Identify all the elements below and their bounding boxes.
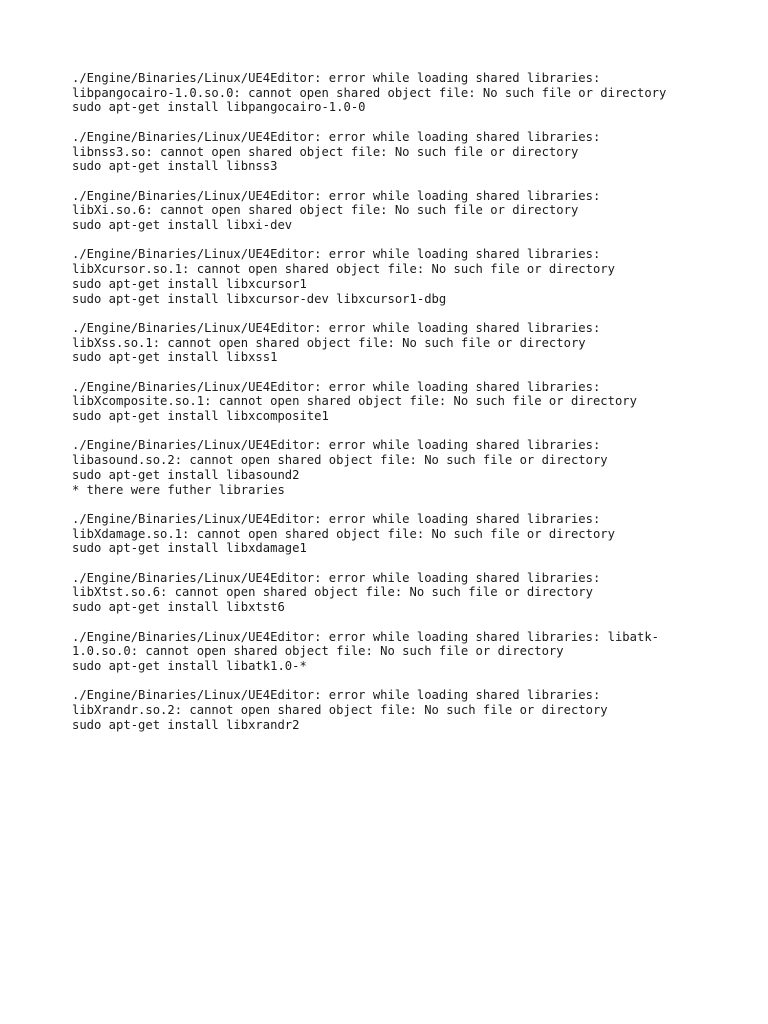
install-command-line: sudo apt-get install libatk1.0-*: [72, 658, 307, 673]
error-entry-nss3: [72, 130, 692, 174]
document-body: [72, 71, 692, 747]
error-detail-line: libXi.so.6: cannot open shared object file: No such file or directory: [72, 203, 579, 218]
error-detail-line: libXcomposite.so.1: cannot open shared object file: No such file or directory: [72, 394, 637, 409]
error-detail-line: libXrandr.so.2: cannot open shared object file: No such file or directory: [72, 703, 608, 718]
error-message-line: ./Engine/Binaries/Linux/UE4Editor: error while loading shared libraries:: [72, 438, 601, 453]
error-message-line: ./Engine/Binaries/Linux/UE4Editor: error while loading shared libraries:: [72, 71, 601, 85]
note-line: * there were futher libraries: [72, 482, 285, 497]
error-detail-line: libXtst.so.6: cannot open shared object file: No such file or directory: [72, 585, 593, 600]
error-message-line: ./Engine/Binaries/Linux/UE4Editor: error while loading shared libraries:: [72, 129, 601, 144]
install-command-line: sudo apt-get install libxss1: [72, 350, 278, 365]
error-entry-asound: [72, 438, 692, 497]
install-command-line: sudo apt-get install libxtst6: [72, 600, 285, 615]
error-entry-xrandr: [72, 688, 692, 732]
error-message-line: ./Engine/Binaries/Linux/UE4Editor: error while loading shared libraries:: [72, 511, 601, 526]
install-command-line: sudo apt-get install libxcursor-dev libxcursor1-dbg: [72, 291, 447, 306]
install-command-line: sudo apt-get install libxcomposite1: [72, 409, 329, 424]
install-command-line: sudo apt-get install libnss3: [72, 159, 278, 174]
install-command-line: sudo apt-get install libxi-dev: [72, 218, 293, 232]
install-command-line: sudo apt-get install libxrandr2: [72, 717, 300, 732]
error-entry-xss: [72, 321, 692, 365]
error-message-line: ./Engine/Binaries/Linux/UE4Editor: error while loading shared libraries:: [72, 570, 601, 585]
error-message-line: ./Engine/Binaries/Linux/UE4Editor: error while loading shared libraries:: [72, 188, 601, 203]
error-entry-atk: [72, 630, 692, 674]
error-message-line: ./Engine/Binaries/Linux/UE4Editor: error while loading shared libraries: libatk-: [72, 629, 659, 644]
error-entry-xcursor: [72, 247, 692, 306]
error-entry-xdamage: [72, 512, 692, 556]
error-detail-line: libpangocairo-1.0.so.0: cannot open shared object file: No such file or directory: [72, 85, 667, 100]
error-message-line: ./Engine/Binaries/Linux/UE4Editor: error while loading shared libraries:: [72, 688, 601, 703]
error-entry-xtst: [72, 571, 692, 615]
install-command-line: sudo apt-get install libxcursor1: [72, 276, 307, 291]
error-message-line: ./Engine/Binaries/Linux/UE4Editor: error while loading shared libraries:: [72, 320, 601, 335]
error-detail-line: 1.0.so.0: cannot open shared object file: No such file or directory: [72, 644, 564, 659]
error-message-line: ./Engine/Binaries/Linux/UE4Editor: error while loading shared libraries:: [72, 247, 601, 262]
error-entry-xi: [72, 189, 692, 233]
error-detail-line: libXss.so.1: cannot open shared object file: No such file or directory: [72, 335, 586, 350]
error-detail-line: libnss3.so: cannot open shared object file: No such file or directory: [72, 144, 579, 159]
install-command-line: sudo apt-get install libxdamage1: [72, 541, 307, 556]
error-entry-pangocairo: [72, 71, 692, 115]
error-detail-line: libXdamage.so.1: cannot open shared object file: No such file or directory: [72, 526, 615, 541]
install-command-line: sudo apt-get install libpangocairo-1.0-0: [72, 100, 366, 115]
error-message-line: ./Engine/Binaries/Linux/UE4Editor: error while loading shared libraries:: [72, 379, 601, 394]
error-detail-line: libasound.so.2: cannot open shared object file: No such file or directory: [72, 453, 608, 468]
install-command-line: sudo apt-get install libasound2: [72, 467, 300, 482]
error-entry-xcomposite: [72, 380, 692, 424]
error-detail-line: libXcursor.so.1: cannot open shared object file: No such file or directory: [72, 262, 615, 277]
